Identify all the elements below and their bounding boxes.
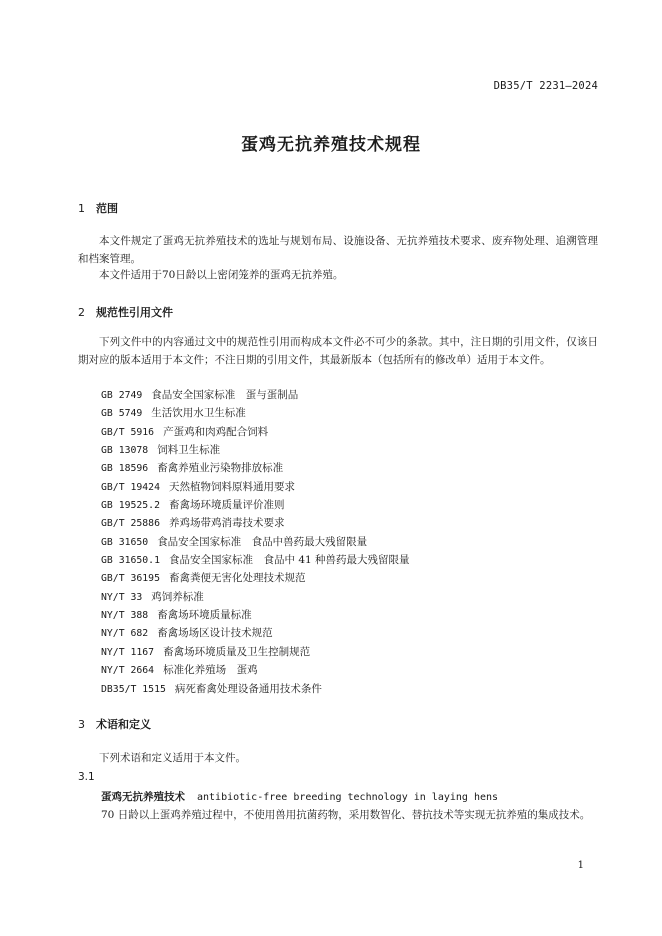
section-title: 范围 <box>96 202 118 215</box>
section-number: 3 <box>78 718 85 731</box>
section-title: 规范性引用文件 <box>96 306 173 319</box>
reference-item <box>101 606 410 624</box>
document-title: 蛋鸡无抗养殖技术规程 <box>241 135 421 155</box>
reference-item <box>101 514 410 532</box>
reference-title: 病死畜禽处理设备通用技术条件 <box>174 682 322 695</box>
reference-code: GB 18596 <box>101 463 149 475</box>
section-number: 1 <box>78 202 85 215</box>
reference-code: NY/T 33 <box>101 591 143 603</box>
reference-title: 食品安全国家标准 食品中兽药最大残留限量 <box>157 535 368 548</box>
normative-refs-intro: 下列文件中的内容通过文中的规范性引用而构成本文件必不可少的条款。其中，注日期的引用文件，仅该日期对应的版本适用于本文件；不注日期的引用文件，其最新版本（包括所有的修改单）适用于本文件。 <box>78 336 598 366</box>
reference-item <box>101 441 410 459</box>
page-number: 1 <box>577 860 584 871</box>
reference-code: GB/T 19424 <box>101 481 160 493</box>
reference-title: 食品安全国家标准 蛋与蛋制品 <box>151 389 299 401</box>
reference-item <box>101 588 410 606</box>
reference-title: 养鸡场带鸡消毒技术要求 <box>168 517 285 530</box>
reference-item <box>101 459 410 477</box>
reference-code: NY/T 388 <box>101 610 149 622</box>
reference-item <box>101 551 410 569</box>
reference-title: 畜禽场场区设计技术规范 <box>157 627 273 640</box>
term-definition: 70 日龄以上蛋鸡养殖过程中，不使用兽用抗菌药物，采用数智化、替抗技术等实现无抗养殖的集成技术。 <box>101 809 591 821</box>
reference-title: 畜禽粪便无害化处理技术规范 <box>168 572 306 585</box>
reference-item <box>101 496 410 514</box>
reference-item <box>101 478 410 496</box>
term-chinese: 蛋鸡无抗养殖技术 <box>101 791 185 803</box>
reference-title: 天然植物饲料原料通用要求 <box>168 480 295 493</box>
terms-intro: 下列术语和定义适用于本文件。 <box>99 752 246 764</box>
reference-title: 畜禽场环境质量标准 <box>157 609 252 622</box>
reference-title: 产蛋鸡和肉鸡配合饲料 <box>163 425 269 438</box>
term-english: antibiotic-free breeding technology in laying hens <box>197 792 499 803</box>
reference-code: GB/T 5916 <box>101 426 155 438</box>
reference-item <box>101 643 410 661</box>
reference-title: 鸡饲养标准 <box>151 590 204 603</box>
reference-code: GB 13078 <box>101 445 149 457</box>
scope-paragraph-2: 本文件适用于70日龄以上密闭笼养的蛋鸡无抗养殖。 <box>99 269 344 281</box>
term-number: 3.1 <box>78 771 95 783</box>
reference-title: 饲料卫生标准 <box>157 444 221 457</box>
reference-item <box>101 423 410 441</box>
reference-item <box>101 624 410 642</box>
document-number: DB35/T 2231—2024 <box>493 80 598 92</box>
section-heading-normative-refs <box>78 304 173 320</box>
reference-code: GB/T 25886 <box>101 518 160 530</box>
reference-item <box>101 680 410 698</box>
reference-code: GB 19525.2 <box>101 500 160 512</box>
reference-title: 生活饮用水卫生标准 <box>151 407 246 420</box>
reference-code: NY/T 2664 <box>101 665 155 677</box>
reference-title: 标准化养殖场 蛋鸡 <box>163 664 258 677</box>
reference-code: DB35/T 1515 <box>101 683 166 695</box>
section-heading-scope <box>78 200 118 216</box>
reference-title: 畜禽场环境质量评价准则 <box>168 499 285 512</box>
scope-paragraph-1: 本文件规定了蛋鸡无抗养殖技术的选址与规划布局、设施设备、无抗养殖技术要求、废弃物处理、追溯管理和档案管理。 <box>78 235 598 265</box>
reference-code: GB 5749 <box>101 408 143 420</box>
section-title: 术语和定义 <box>96 718 151 731</box>
reference-item <box>101 569 410 587</box>
section-heading-terms <box>78 716 151 732</box>
section-number: 2 <box>78 306 85 319</box>
reference-code: GB 31650.1 <box>101 555 160 567</box>
reference-list <box>101 386 410 698</box>
reference-code: NY/T 682 <box>101 628 149 640</box>
term-entry <box>101 789 498 804</box>
reference-item <box>101 533 410 551</box>
reference-code: GB 2749 <box>101 390 143 401</box>
reference-item <box>101 661 410 679</box>
reference-code: GB 31650 <box>101 536 149 548</box>
reference-code: NY/T 1167 <box>101 646 155 658</box>
reference-item <box>101 404 410 422</box>
reference-title: 畜禽场环境质量及卫生控制规范 <box>163 645 311 658</box>
reference-item <box>101 386 410 404</box>
reference-title: 食品安全国家标准 食品中 41 种兽药最大残留限量 <box>168 554 410 567</box>
reference-title: 畜禽养殖业污染物排放标准 <box>157 462 284 475</box>
reference-code: GB/T 36195 <box>101 573 160 585</box>
